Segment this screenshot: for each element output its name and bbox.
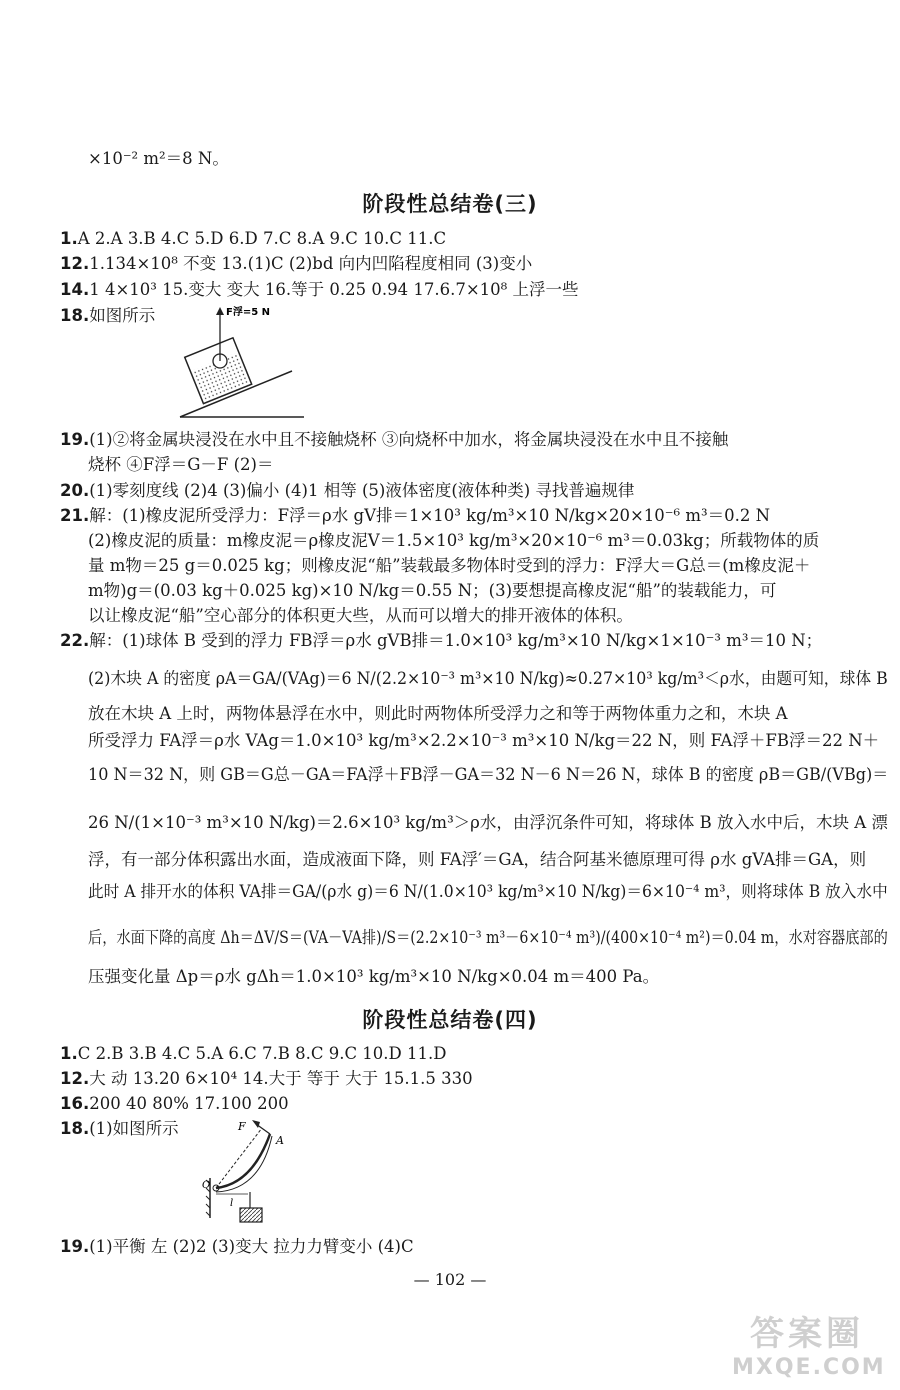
question-number: 21. bbox=[60, 506, 90, 525]
question-number: 16. bbox=[60, 1094, 90, 1113]
answer-line: 以让橡皮泥“船”空心部分的体积更大些，从而可以增大的排开液体的体积。 bbox=[88, 606, 633, 625]
answer-line: 18.如图所示 bbox=[60, 306, 156, 325]
answer-line: 20.(1)零刻度线 (2)4 (3)偏小 (4)1 相等 (5)液体密度(液体种类) 寻找普遍规律 bbox=[60, 481, 635, 500]
question-number: 20. bbox=[60, 481, 90, 500]
answer-line: 10 N＝32 N，则 GB＝G总－GA＝FA浮＋FB浮－GA＝32 N－6 N＝26 N，球体 B 的密度 ρB＝GB/(VBg)＝ bbox=[88, 765, 889, 784]
answer-line: 21.解：(1)橡皮泥所受浮力：F浮＝ρ水 gV排＝1×10³ kg/m³×10 N/kg×20×10⁻⁶ m³＝0.2 N bbox=[60, 506, 771, 525]
answer-line: 烧杯 ④F浮＝G－F (2)＝ bbox=[88, 455, 274, 474]
question-number: 14. bbox=[60, 280, 90, 299]
page-number: — 102 — bbox=[413, 1270, 487, 1289]
continued-text-line: ×10⁻² m²＝8 N。 bbox=[88, 149, 229, 168]
figure-force-label: F浮=5 N bbox=[226, 307, 271, 318]
arm-l-label: l bbox=[230, 1198, 234, 1209]
section-title-4: 阶段性总结卷(四) bbox=[362, 1008, 538, 1032]
answer-line: 量 m物＝25 g＝0.025 kg；则橡皮泥“船”装载最多物体时受到的浮力：F浮大＝G总＝(m橡皮泥＋ bbox=[88, 556, 811, 575]
question-number: 19. bbox=[60, 430, 90, 449]
watermark-line2: MXQE.COM bbox=[732, 1355, 886, 1380]
answer-line: 19.(1)②将金属块浸没在水中且不接触烧杯 ③向烧杯中加水，将金属块浸没在水中且不接触 bbox=[60, 430, 729, 449]
pivot-o-label: O bbox=[202, 1180, 211, 1191]
answer-line: 12.1.134×10⁸ 不变 13.(1)C (2)bd 向内凹陷程度相同 (3)变小 bbox=[60, 254, 533, 273]
question-number: 18. bbox=[60, 1119, 90, 1138]
answer-line: 19.(1)平衡 左 (2)2 (3)变大 拉力力臂变小 (4)C bbox=[60, 1237, 414, 1256]
question-number: 1. bbox=[60, 1044, 78, 1063]
section-title-3: 阶段性总结卷(三) bbox=[362, 192, 538, 216]
lever-figure bbox=[200, 1118, 300, 1226]
answer-line: m物)g＝(0.03 kg＋0.025 kg)×10 N/kg＝0.55 N；(3)要想提高橡皮泥“船”的装载能力，可 bbox=[88, 581, 777, 600]
answer-line: 所受浮力 FA浮＝ρ水 VAg＝1.0×10³ kg/m³×2.2×10⁻³ m³×10 N/kg＝22 N，则 FA浮＋FB浮＝22 N＋ bbox=[88, 731, 880, 750]
answer-line: 1.A 2.A 3.B 4.C 5.D 6.D 7.C 8.A 9.C 10.C 11.C bbox=[60, 229, 447, 248]
answer-line: 14.1 4×10³ 15.变大 变大 16.等于 0.25 0.94 17.6.7×10⁸ 上浮一些 bbox=[60, 280, 579, 299]
question-number: 18. bbox=[60, 306, 90, 325]
force-f-label: F bbox=[238, 1120, 246, 1133]
answer-line: 此时 A 排开水的体积 VA排＝GA/(ρ水 g)＝6 N/(1.0×10³ kg/m³×10 N/kg)＝6×10⁻⁴ m³，则将球体 B 放入水中 bbox=[88, 882, 888, 901]
watermark-line1: 答案圈 bbox=[750, 1314, 864, 1354]
buoyancy-incline-figure bbox=[176, 305, 306, 423]
question-number: 1. bbox=[60, 229, 78, 248]
answer-line: 压强变化量 Δp＝ρ水 gΔh＝1.0×10³ kg/m³×10 N/kg×0.04 m＝400 Pa。 bbox=[88, 967, 660, 986]
answer-line: (2)木块 A 的密度 ρA＝GA/(VAg)＝6 N/(2.2×10⁻³ m³×10 N/kg)≈0.27×10³ kg/m³＜ρ水，由题可知，球体 B bbox=[88, 669, 888, 688]
question-number: 12. bbox=[60, 1069, 90, 1088]
answer-line: 后，水面下降的高度 Δh＝ΔV/S＝(VA－VA排)/S＝(2.2×10⁻³ m³－6×10⁻⁴ m³)/(400×10⁻⁴ m²)＝0.04 m，水对容器底部的 bbox=[88, 928, 888, 947]
question-number: 12. bbox=[60, 254, 90, 273]
answer-line: 放在木块 A 上时，两物体悬浮在水中，则此时两物体所受浮力之和等于两物体重力之和，木块 A bbox=[88, 704, 788, 723]
answer-line: (2)橡皮泥的质量：m橡皮泥＝ρ橡皮泥V＝1.5×10³ kg/m³×20×10⁻⁶ m³＝0.03kg；所载物体的质 bbox=[88, 531, 820, 550]
answer-line: 16.200 40 80% 17.100 200 bbox=[60, 1094, 289, 1113]
answer-line: 浮，有一部分体积露出水面，造成液面下降，则 FA浮′＝GA，结合阿基米德原理可得 ρ水 gVA排＝GA，则 bbox=[88, 850, 867, 869]
question-number: 22. bbox=[60, 631, 90, 650]
question-number: 19. bbox=[60, 1237, 90, 1256]
answer-line: 22.解：(1)球体 B 受到的浮力 FB浮＝ρ水 gVB排＝1.0×10³ kg/m³×10 N/kg×1×10⁻³ m³＝10 N； bbox=[60, 631, 823, 650]
point-a-label: A bbox=[276, 1134, 284, 1147]
answer-line: 1.C 2.B 3.B 4.C 5.A 6.C 7.B 8.C 9.C 10.D 11.D bbox=[60, 1044, 447, 1063]
answer-line: 12.大 动 13.20 6×10⁴ 14.大于 等于 大于 15.1.5 330 bbox=[60, 1069, 473, 1088]
watermark-logo bbox=[732, 1306, 886, 1380]
answer-line: 26 N/(1×10⁻³ m³×10 N/kg)＝2.6×10³ kg/m³＞ρ水，由浮沉条件可知，将球体 B 放入水中后，木块 A 漂 bbox=[88, 813, 888, 832]
answer-line: 18.(1)如图所示 bbox=[60, 1119, 179, 1138]
